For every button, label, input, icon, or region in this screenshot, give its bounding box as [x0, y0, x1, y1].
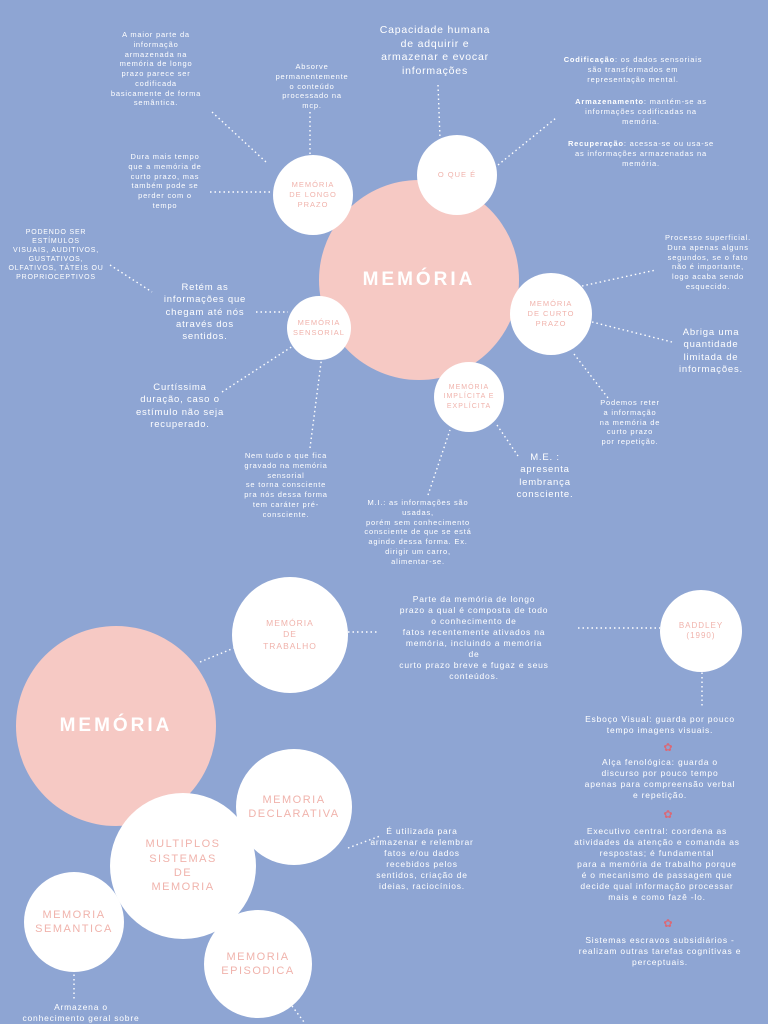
node-multiplos-sistemas-label: MULTIPLOS SISTEMAS DE MEMORIA — [145, 838, 221, 894]
text-trabalho-desc: Parte da memória de longo prazo a qual é composta de todo o conhecimento de fatos recentemente ativados na memória, incluindo a memória de curto prazo breve e fugaz e seus conteúdos. — [399, 594, 549, 682]
node-memoria-longo-prazo-label: MEMÓRIA DE LONGO PRAZO — [289, 180, 337, 209]
text-codificacao — [548, 55, 718, 84]
text-esboco: Esboço Visual: guarda por pouco tempo imagens visuais. — [585, 714, 735, 736]
text-recuperacao — [548, 139, 734, 168]
brain-icon: ✿ — [663, 742, 673, 754]
node-memoria-episodica-label: MEMORIA EPISODICA — [221, 950, 295, 977]
armazenamento-label: Armazenamento — [575, 97, 644, 106]
text-processo: Processo superficial. Dura apenas alguns segundos, se o fato não é importante, logo acaba sendo esquecido. — [665, 233, 751, 291]
text-mi: M.I.: as informações são usadas, porém sem conhecimento consciente de que se está agindo dessa forma. Ex. dirigir um carro, alimentar-se. — [364, 498, 472, 566]
node-memoria-curto-prazo-label: MEMÓRIA DE CURTO PRAZO — [527, 299, 575, 328]
node-memoria-semantica-label: MEMORIA SEMANTICA — [35, 908, 113, 935]
text-armazena: Armazena o conhecimento geral sobre — [22, 1002, 140, 1024]
recuperacao-label: Recuperação — [567, 139, 624, 148]
text-podemos: Podemos reter a informação na memória de curto prazo por repetição. — [599, 398, 661, 446]
node-memoria-implicita-label: MEMÓRIA IMPLÍCITA E EXPLÍCITA — [443, 384, 495, 410]
node-memoria-sensorial-label: MEMÓRIA SENSORIAL — [293, 318, 345, 337]
node-memoria-curto-prazo — [510, 273, 592, 355]
node-memoria-longo-prazo — [273, 155, 353, 235]
text-retem: Retém as informações que chegam até nós através dos sentidos. — [163, 282, 247, 343]
text-longo-absorve: Absorve permanentemente o conteúdo processado na mcp. — [275, 62, 349, 110]
memoria-title-top: MEMÓRIA — [362, 269, 476, 290]
memoria-title-bottom: MEMÓRIA — [59, 715, 173, 736]
text-me: M.E. : apresenta lembrança consciente. — [516, 452, 574, 501]
text-nem-tudo: Nem tudo o que fica gravado na memória sensorial se torna consciente pra nós dessa forma tem caráter pré- consciente. — [244, 451, 328, 519]
brain-icon: ✿ — [663, 809, 673, 821]
recuperacao-text: : acessa-se ou usa-se as informações armazenadas na memória. — [574, 139, 715, 168]
text-curtissima: Curtíssima duração, caso o estímulo não seja recuperado. — [135, 382, 225, 431]
node-baddley-label: BADDLEY (1990) — [678, 620, 724, 640]
text-capacidade: Capacidade humana de adquirir e armazenar e evocar informações — [379, 24, 491, 77]
armazenamento-text: : mantém-se as informações codificadas na memória. — [585, 97, 707, 126]
text-longo-semantica: A maior parte da informação armazenada na memória de longo prazo parece ser codificada basicamente de forma semântica. — [110, 30, 202, 108]
node-o-que-e-label: O QUE É — [437, 170, 477, 180]
text-alca: Alça fenológica: guarda o discurso por pouco tempo apenas para compreensão verbal e repetição. — [584, 757, 736, 801]
codificacao-text: : os dados sensoriais são transformados em representação mental. — [587, 55, 703, 84]
node-memoria-trabalho-label: MEMÓRIA DE TRABALHO — [263, 618, 317, 651]
node-memoria-episodica — [204, 910, 312, 1018]
text-abriga: Abriga uma quantidade limitada de informações. — [679, 327, 743, 376]
text-longo-dura: Dura mais tempo que a memória de curto prazo, mas também pode se perder com o tempo — [128, 152, 202, 210]
node-memoria-semantica — [24, 872, 124, 972]
node-memoria-trabalho — [232, 577, 348, 693]
text-declarativa-desc: É utilizada para armazenar e relembrar fatos e/ou dados recebidos pelos sentidos, criação de ideias, raciocínios. — [370, 826, 474, 892]
brain-icon: ✿ — [663, 918, 673, 930]
node-baddley — [660, 590, 742, 672]
node-memoria-declarativa-label: MEMORIA DECLARATIVA — [248, 793, 340, 820]
node-o-que-e — [417, 135, 497, 215]
codificacao-label: Codificação — [563, 55, 616, 64]
text-executivo: Executivo central: coordena as atividades da atenção e comanda as respostas; é fundamental para a memória de trabalho porque é o mecanismo de passagem que decide qual informação processar mais e como fazê -lo. — [574, 826, 740, 903]
node-memoria-sensorial — [287, 296, 351, 360]
node-memoria-implicita-explicita — [434, 362, 504, 432]
text-armazenamento — [548, 97, 734, 126]
text-estimulos: PODENDO SER ESTÍMULOS VISUAIS, AUDITIVOS, GUSTATIVOS, OLFATIVOS, TÁTEIS OU PROPRIOCEPTIVOS — [8, 229, 104, 282]
text-escravos: Sistemas escravos subsidiários - realizam outras tarefas cognitivas e perceptuais. — [578, 935, 742, 968]
